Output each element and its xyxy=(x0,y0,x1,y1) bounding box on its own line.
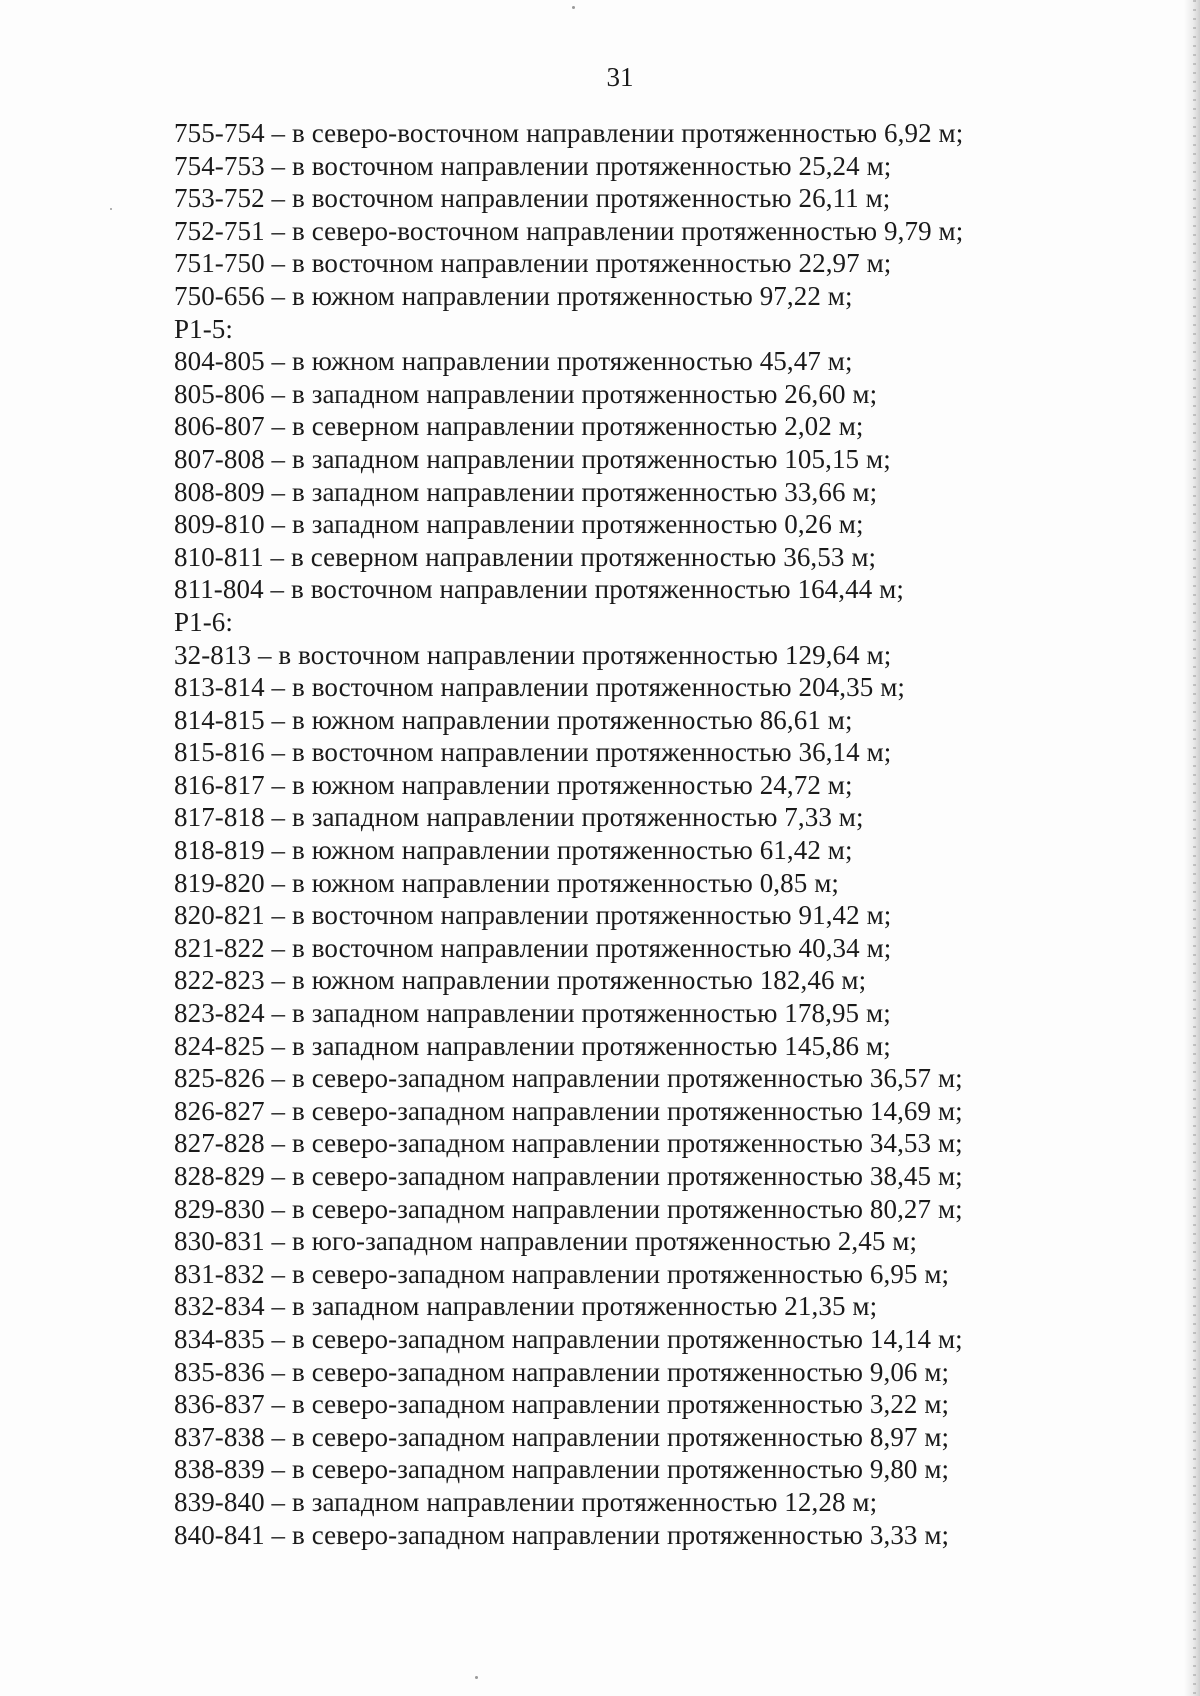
boundary-segment-line: 754-753 – в восточном направлении протяженностью 25,24 м; xyxy=(174,150,892,181)
boundary-segment-line: 834-835 – в северо-западном направлении протяженностью 14,14 м; xyxy=(174,1323,963,1354)
boundary-segment-line: 828-829 – в северо-западном направлении протяженностью 38,45 м; xyxy=(174,1161,963,1191)
boundary-segment-line: 753-752 – в восточном направлении протяженностью 26,11 м; xyxy=(174,183,891,214)
page-number: 31 xyxy=(606,62,634,92)
boundary-segment-line: 806-807 – в северном направлении протяженностью 2,02 м; xyxy=(174,411,864,442)
boundary-segment-line: 32-813 – в восточном направлении протяженностью 129,64 м; xyxy=(174,639,892,670)
scan-edge-shadow xyxy=(1184,0,1200,1696)
boundary-segment-line: 826-827 – в северо-западном направлении протяженностью 14,69 м; xyxy=(174,1095,963,1126)
boundary-segment-line: 755-754 – в северо-восточном направлении протяженностью 6,92 м; xyxy=(174,118,964,148)
boundary-segment-line: 817-818 – в западном направлении протяженностью 7,33 м; xyxy=(174,802,864,833)
boundary-segment-line: 811-804 – в восточном направлении протяженностью 164,44 м; xyxy=(174,574,904,605)
boundary-segment-line: 837-838 – в северо-западном направлении протяженностью 8,97 м; xyxy=(174,1421,950,1452)
boundary-segment-line: 819-820 – в южном направлении протяженностью 0,85 м; xyxy=(174,867,839,898)
boundary-segment-line: 839-840 – в западном направлении протяженностью 12,28 м; xyxy=(174,1486,878,1517)
boundary-segment-line: 750-656 – в южном направлении протяженностью 97,22 м; xyxy=(174,280,853,311)
boundary-segment-line: 827-828 – в северо-западном направлении протяженностью 34,53 м; xyxy=(174,1128,963,1159)
scan-speck xyxy=(475,1676,478,1679)
boundary-segment-line: 829-830 – в северо-западном направлении протяженностью 80,27 м; xyxy=(174,1193,963,1224)
boundary-segment-line: 830-831 – в юго-западном направлении протяженностью 2,45 м; xyxy=(174,1226,918,1257)
boundary-segment-line: 836-837 – в северо-западном направлении протяженностью 3,22 м; xyxy=(174,1389,950,1420)
scan-edge-specks xyxy=(1193,0,1196,1696)
boundary-segment-line: 831-832 – в северо-западном направлении протяженностью 6,95 м; xyxy=(174,1258,950,1289)
boundary-segment-line: 823-824 – в западном направлении протяженностью 178,95 м; xyxy=(174,998,891,1029)
boundary-segment-line: 821-822 – в восточном направлении протяженностью 40,34 м; xyxy=(174,932,892,963)
boundary-segment-line: 805-806 – в западном направлении протяженностью 26,60 м; xyxy=(174,378,878,409)
boundary-segment-line: 835-836 – в северо-западном направлении протяженностью 9,06 м; xyxy=(174,1356,950,1387)
boundary-segment-line: 838-839 – в северо-западном направлении протяженностью 9,80 м; xyxy=(174,1454,950,1485)
boundary-segment-line: 824-825 – в западном направлении протяженностью 145,86 м; xyxy=(174,1030,891,1061)
boundary-segment-line: 814-815 – в южном направлении протяженностью 86,61 м; xyxy=(174,704,853,735)
boundary-segment-line: 810-811 – в северном направлении протяженностью 36,53 м; xyxy=(174,541,877,572)
boundary-segment-line: 752-751 – в северо-восточном направлении протяженностью 9,79 м; xyxy=(174,215,964,246)
scan-speck xyxy=(572,6,575,9)
boundary-segment-line: 809-810 – в западном направлении протяженностью 0,26 м; xyxy=(174,509,864,540)
boundary-segment-line: 813-814 – в восточном направлении протяженностью 204,35 м; xyxy=(174,672,905,703)
boundary-segment-line: 808-809 – в западном направлении протяженностью 33,66 м; xyxy=(174,476,878,507)
boundary-segment-line: 815-816 – в восточном направлении протяженностью 36,14 м; xyxy=(174,737,892,768)
boundary-segment-line: 825-826 – в северо-западном направлении протяженностью 36,57 м; xyxy=(174,1063,963,1094)
boundary-description-list xyxy=(174,117,1014,1551)
boundary-segment-line: 807-808 – в западном направлении протяженностью 105,15 м; xyxy=(174,443,891,474)
section-heading: Р1-5: xyxy=(174,313,234,344)
boundary-segment-line: 818-819 – в южном направлении протяженностью 61,42 м; xyxy=(174,835,853,866)
boundary-segment-line: 832-834 – в западном направлении протяженностью 21,35 м; xyxy=(174,1291,878,1322)
boundary-segment-line: 822-823 – в южном направлении протяженностью 182,46 м; xyxy=(174,965,867,996)
boundary-segment-line: 816-817 – в южном направлении протяженностью 24,72 м; xyxy=(174,769,853,800)
section-heading: Р1-6: xyxy=(174,606,234,637)
scan-speck xyxy=(110,208,112,210)
boundary-segment-line: 820-821 – в восточном направлении протяженностью 91,42 м; xyxy=(174,900,892,931)
boundary-segment-line: 751-750 – в восточном направлении протяженностью 22,97 м; xyxy=(174,248,892,279)
boundary-segment-line: 804-805 – в южном направлении протяженностью 45,47 м; xyxy=(174,346,853,377)
boundary-segment-line: 840-841 – в северо-западном направлении протяженностью 3,33 м; xyxy=(174,1519,950,1550)
